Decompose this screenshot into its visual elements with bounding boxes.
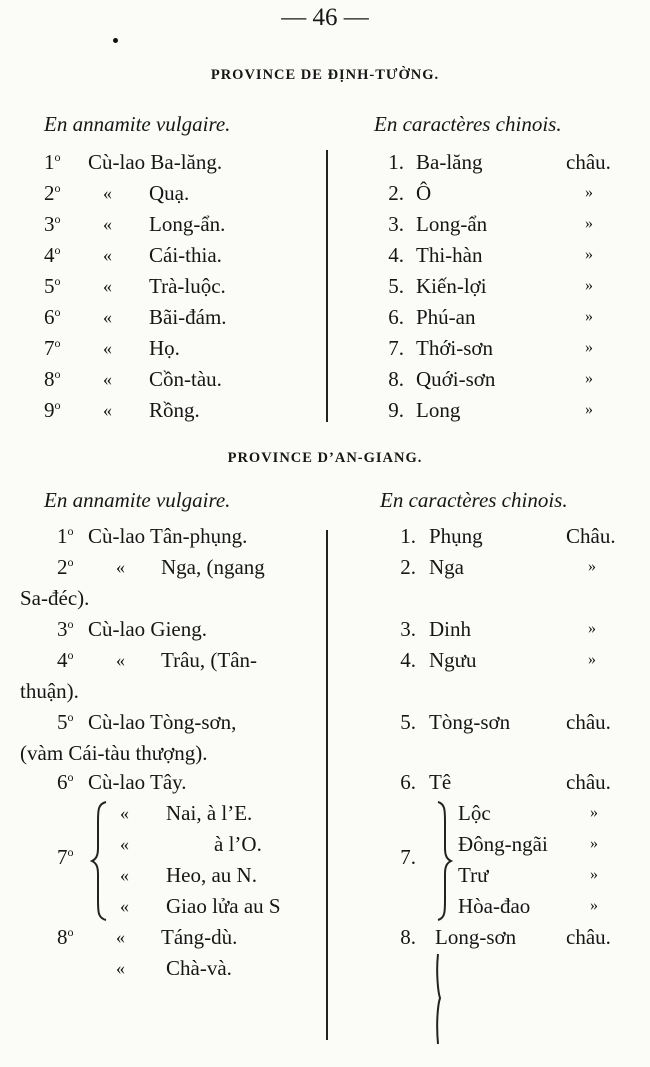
ditto-mark: « [103, 214, 112, 234]
chinese-entry-number: 8. [388, 367, 404, 391]
chinese-entry-number: 7. [388, 336, 404, 360]
page-number: — 46 — [281, 4, 369, 31]
ditto-mark: » [590, 835, 598, 852]
chinese-name: Long-sơn [435, 925, 517, 949]
chinese-name: Tòng-sơn [429, 710, 511, 734]
chinese-name: Hòa-đao [458, 894, 531, 918]
entry-number: 7$^o$ [57, 845, 74, 869]
ditto-mark: » [585, 184, 593, 201]
ditto-mark: « [103, 183, 112, 203]
right-brace [434, 800, 454, 922]
island-name: Chà-và. [166, 956, 232, 980]
left-brace [90, 800, 112, 922]
chinese-name: Lộc [458, 801, 491, 825]
ditto-mark: « [116, 557, 125, 577]
entry-number: 8$^o$ [44, 367, 61, 391]
chinese-entry-number: 4. [400, 648, 416, 672]
island-name: Cái-thia. [149, 243, 222, 267]
ditto-mark: » [590, 897, 598, 914]
ditto-mark: « [103, 307, 112, 327]
chinese-name: Ba-lăng [416, 150, 483, 174]
ditto-mark: » [588, 558, 596, 575]
left-column-header: En annamite vulgaire. [44, 488, 231, 512]
island-name: Cồn-tàu. [149, 367, 222, 391]
ditto-mark: « [116, 958, 125, 978]
ditto-mark: « [103, 245, 112, 265]
entry-number: 1$^o$ [44, 150, 61, 174]
ditto-mark: » [585, 401, 593, 418]
chau-suffix: châu. [566, 925, 611, 949]
island-name: Cù-lao Ba-lăng. [88, 150, 223, 174]
ditto-mark: « [120, 896, 129, 916]
entry-number: 4$^o$ [57, 648, 74, 672]
trailing-brace [430, 952, 446, 1046]
island-name: à l’O. [214, 832, 262, 856]
chau-suffix: Châu. [566, 524, 616, 548]
island-name-continued: (vàm Cái-tàu thượng). [20, 741, 208, 765]
island-name-continued: Sa-đéc). [20, 586, 90, 610]
island-name: Heo, au N. [166, 863, 257, 887]
chinese-name: Dinh [429, 617, 471, 641]
chau-suffix: châu. [566, 710, 611, 734]
chinese-name: Ngưu [429, 648, 477, 672]
chinese-name: Đông-ngãi [458, 832, 548, 856]
entry-number: 8$^o$ [57, 925, 74, 949]
chinese-name: Tê [429, 770, 452, 794]
chinese-entry-number: 4. [388, 243, 404, 267]
island-name: Trà-luộc. [149, 274, 226, 298]
ditto-mark: » [588, 620, 596, 637]
chinese-name: Trư [458, 863, 489, 887]
ditto-mark: » [585, 215, 593, 232]
right-column-header: En caractères chinois. [380, 488, 568, 512]
ditto-mark: » [590, 804, 598, 821]
chinese-entry-number: 2. [400, 555, 416, 579]
island-name: Cù-lao Tây. [88, 770, 187, 794]
ditto-mark: « [120, 865, 129, 885]
ditto-mark: » [585, 370, 593, 387]
column-divider [326, 150, 328, 422]
ditto-mark: » [585, 339, 593, 356]
entry-number: 2$^o$ [57, 555, 74, 579]
section-title: PROVINCE D’AN-GIANG. [227, 450, 423, 466]
ditto-mark: « [103, 369, 112, 389]
chinese-name: Thới-sơn [416, 336, 494, 360]
chinese-name: Ô [416, 181, 432, 205]
chinese-name: Phú-an [416, 305, 476, 329]
chinese-name: Quới-sơn [416, 367, 496, 391]
left-column-header: En annamite vulgaire. [44, 112, 231, 136]
ink-dot [113, 38, 118, 43]
entry-number: 5$^o$ [57, 710, 74, 734]
chinese-entry-number: 7. [400, 845, 416, 869]
chau-suffix: châu. [566, 150, 611, 174]
chinese-entry-number: 6. [388, 305, 404, 329]
entry-number: 9$^o$ [44, 398, 61, 422]
entry-number: 7$^o$ [44, 336, 61, 360]
island-name: Long-ẩn. [149, 212, 226, 236]
island-name: Giao lửa au S [166, 894, 281, 918]
ditto-mark: » [585, 308, 593, 325]
ditto-mark: « [120, 803, 129, 823]
column-divider [326, 530, 328, 1040]
chinese-name: Kiến-lợi [416, 274, 487, 298]
island-name-continued: thuận). [20, 679, 79, 703]
island-name: Cù-lao Tòng-sơn, [88, 710, 237, 734]
island-name: Nai, à l’E. [166, 801, 253, 825]
chinese-entry-number: 1. [388, 150, 404, 174]
ditto-mark: « [116, 927, 125, 947]
chinese-name: Phụng [429, 524, 483, 548]
entry-number: 2$^o$ [44, 181, 61, 205]
ditto-mark: « [103, 276, 112, 296]
chinese-entry-number: 8. [400, 925, 416, 949]
chinese-entry-number: 3. [400, 617, 416, 641]
ditto-mark: « [116, 650, 125, 670]
chinese-entry-number: 3. [388, 212, 404, 236]
ditto-mark: » [590, 866, 598, 883]
entry-number: 3$^o$ [57, 617, 74, 641]
chinese-entry-number: 9. [388, 398, 404, 422]
chau-suffix: châu. [566, 770, 611, 794]
ditto-mark: » [588, 651, 596, 668]
chinese-name: Long-ẩn [416, 212, 488, 236]
ditto-mark: » [585, 246, 593, 263]
ditto-mark: « [103, 338, 112, 358]
chinese-entry-number: 5. [388, 274, 404, 298]
entry-number: 6$^o$ [44, 305, 61, 329]
island-name: Rồng. [149, 398, 200, 422]
chinese-name: Nga [429, 555, 464, 579]
section-title: PROVINCE DE ĐỊNH-TƯỜNG. [210, 67, 440, 83]
ditto-mark: « [103, 400, 112, 420]
right-column-header: En caractères chinois. [374, 112, 562, 136]
ditto-mark: » [585, 277, 593, 294]
island-name: Cù-lao Tân-phụng. [88, 524, 248, 548]
chinese-entry-number: 6. [400, 770, 416, 794]
island-name: Táng-dù. [161, 925, 238, 949]
chinese-entry-number: 1. [400, 524, 416, 548]
island-name: Họ. [149, 336, 180, 360]
chinese-entry-number: 5. [400, 710, 416, 734]
chinese-name: Thi-hàn [416, 243, 483, 267]
island-name: Trâu, (Tân- [161, 648, 258, 672]
island-name: Cù-lao Gieng. [88, 617, 207, 641]
chinese-name: Long [416, 398, 461, 422]
island-name: Quạ. [149, 181, 190, 205]
island-name: Nga, (ngang [161, 555, 265, 579]
entry-number: 6$^o$ [57, 770, 74, 794]
island-name: Bãi-đám. [149, 305, 227, 329]
ditto-mark: « [120, 834, 129, 854]
entry-number: 3$^o$ [44, 212, 61, 236]
chinese-entry-number: 2. [388, 181, 404, 205]
entry-number: 1$^o$ [57, 524, 74, 548]
entry-number: 5$^o$ [44, 274, 61, 298]
entry-number: 4$^o$ [44, 243, 61, 267]
